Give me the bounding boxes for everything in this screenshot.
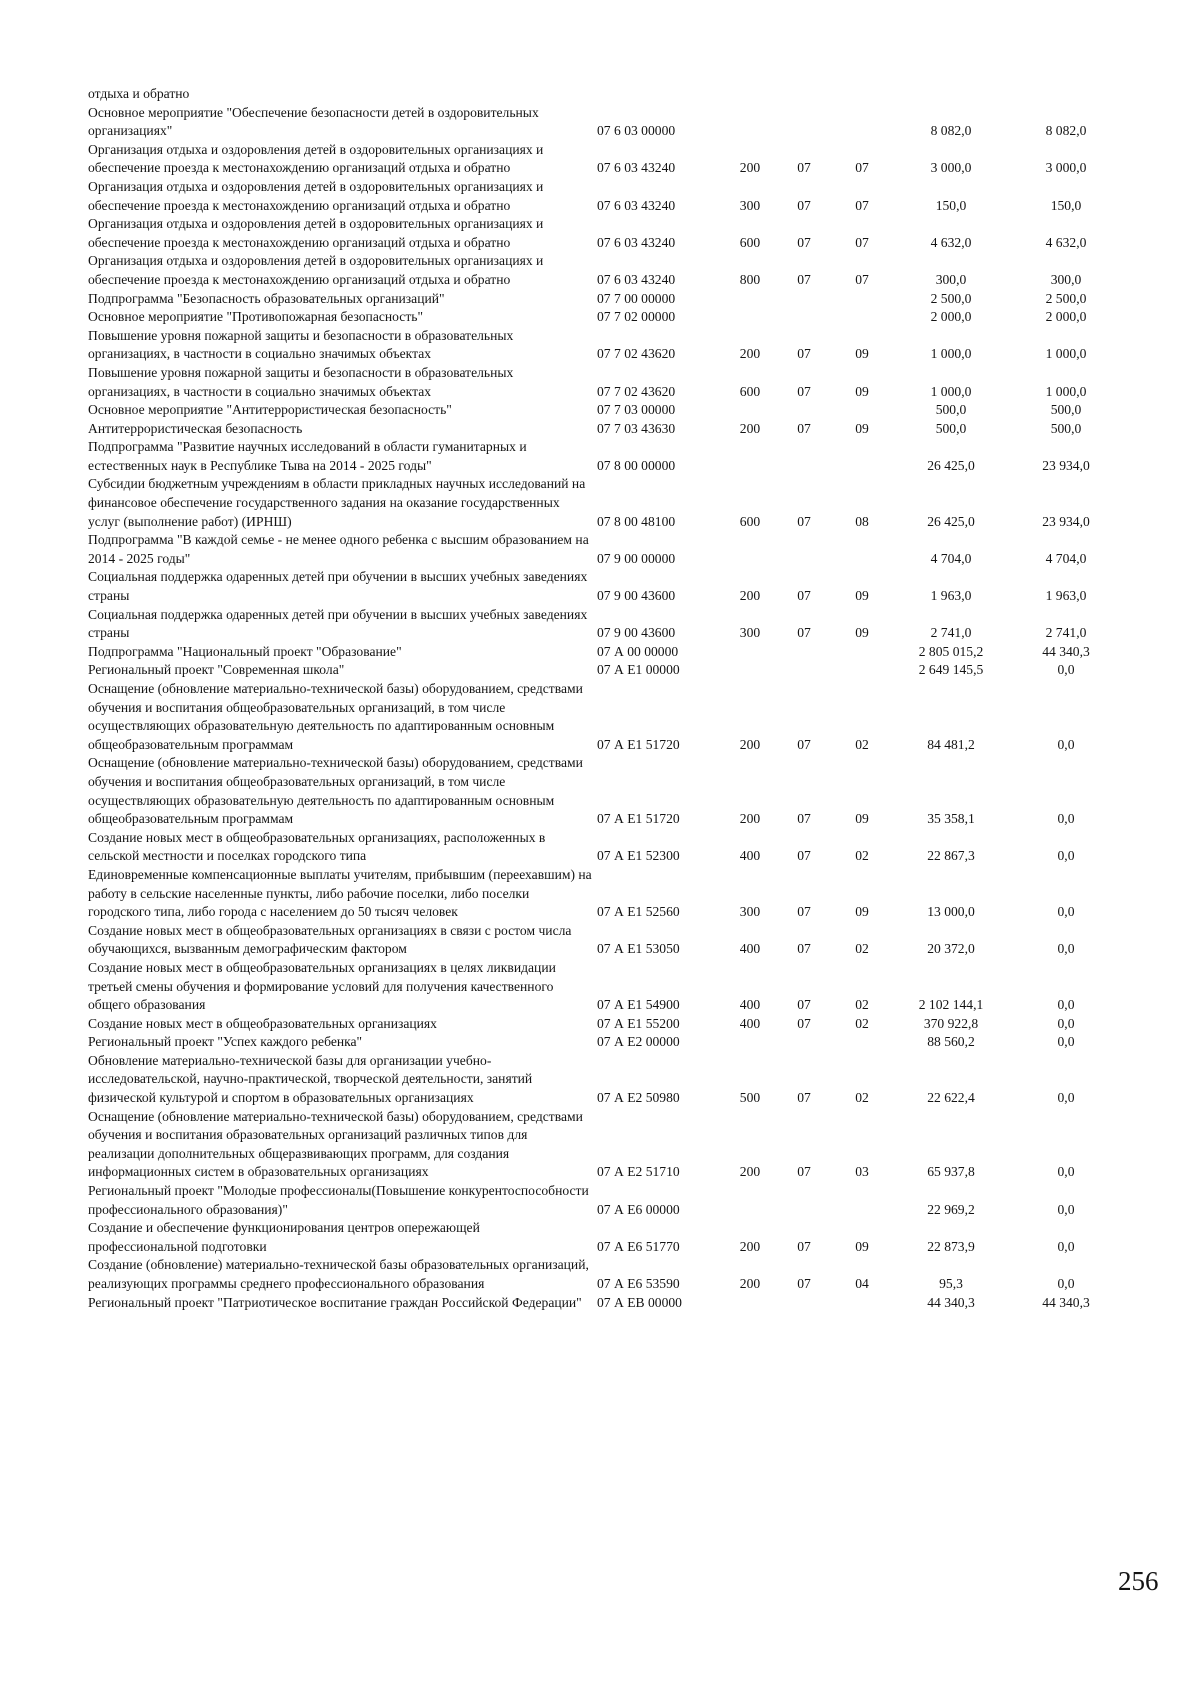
row-name: Повышение уровня пожарной защиты и безопасности в образовательных организациях, в частности в социально значимых объектах — [88, 364, 514, 399]
row-amount-1: 95,3 — [939, 1276, 963, 1291]
row-code: 07 7 03 43630 — [597, 420, 676, 436]
table-row — [88, 754, 1148, 828]
table-row — [88, 104, 1148, 141]
row-expense-type: 400 — [739, 997, 761, 1013]
row-section: 07 — [797, 1276, 811, 1291]
row-expense-type: 300 — [739, 197, 761, 213]
row-amount-1: 22 969,2 — [927, 1201, 975, 1217]
row-code: 07 А Е1 51720 — [597, 811, 680, 827]
row-subsection: 02 — [855, 1015, 869, 1031]
row-name: Создание (обновление) материально-технической базы образовательных организаций, реализующих программы среднего профессионального образования — [88, 1257, 589, 1291]
row-code: 07 6 03 43240 — [597, 234, 676, 250]
row-name: Оснащение (обновление материально-технической базы) оборудованием, средствами обучения и воспитания общеобразовательных организаций, в том числе осуществляющих образовательную деятельность по адаптированным основным общеобразовательным программам — [88, 755, 583, 827]
row-name: Организация отдыха и оздоровления детей в оздоровительных организациях и обеспечение проезда к местонахождению организаций отдыха и обратно — [88, 216, 544, 250]
table-row — [88, 606, 1148, 643]
table-row — [88, 1015, 1148, 1034]
row-code: 07 А Е6 53590 — [597, 1276, 680, 1291]
row-code: 07 А Е1 00000 — [597, 662, 680, 678]
row-amount-1: 2 741,0 — [930, 625, 972, 641]
table-row — [88, 420, 1148, 439]
row-amount-1: 65 937,8 — [927, 1164, 975, 1180]
row-subsection: 09 — [855, 625, 869, 641]
row-section: 07 — [797, 1238, 811, 1254]
table-row — [88, 178, 1148, 215]
row-name: Региональный проект "Патриотическое воспитание граждан Российской Федерации" — [88, 1294, 582, 1310]
row-amount-1: 84 481,2 — [927, 736, 975, 752]
row-section: 07 — [797, 848, 811, 864]
table-row — [88, 141, 1148, 178]
table-row — [88, 327, 1148, 364]
table-row — [88, 401, 1148, 420]
row-section: 07 — [797, 383, 811, 399]
row-section: 07 — [797, 941, 811, 957]
row-amount-1: 2 500,0 — [930, 290, 972, 306]
budget-table — [88, 85, 1148, 1312]
row-subsection: 09 — [855, 420, 869, 436]
row-section: 07 — [797, 513, 811, 529]
row-subsection: 09 — [855, 904, 869, 920]
table-row — [88, 290, 1148, 309]
row-expense-type: 200 — [739, 420, 761, 436]
table-row — [88, 252, 1148, 289]
row-amount-1: 2 000,0 — [930, 309, 972, 325]
row-amount-2: 2 741,0 — [1045, 625, 1087, 641]
row-amount-2: 0,0 — [1057, 1238, 1075, 1254]
row-section: 07 — [797, 160, 811, 176]
row-code: 07 А Е1 51720 — [597, 736, 680, 752]
row-amount-2: 0,0 — [1057, 811, 1075, 827]
row-expense-type: 300 — [739, 625, 761, 641]
row-expense-type: 600 — [739, 513, 761, 529]
row-amount-2: 44 340,3 — [1042, 1294, 1090, 1310]
row-code: 07 А 00 00000 — [597, 643, 679, 659]
table-row — [88, 1294, 1148, 1313]
row-subsection: 02 — [855, 997, 869, 1013]
row-name: Подпрограмма "В каждой семье - не менее одного ребенка с высшим образованием на 2014 - 2025 годы" — [88, 532, 589, 566]
row-amount-1: 300,0 — [935, 271, 967, 287]
row-amount-2: 500,0 — [1050, 420, 1082, 436]
row-code: 07 6 03 43240 — [597, 197, 676, 213]
row-section: 07 — [797, 420, 811, 436]
row-amount-2: 0,0 — [1057, 904, 1075, 920]
row-amount-2: 0,0 — [1057, 662, 1075, 678]
row-section: 07 — [797, 904, 811, 920]
row-section: 07 — [797, 197, 811, 213]
table-row-lead-in — [88, 85, 1148, 104]
row-name: отдыха и обратно — [88, 86, 190, 101]
row-code: 07 А Е2 50980 — [597, 1090, 680, 1106]
row-expense-type: 200 — [739, 736, 761, 752]
row-expense-type: 200 — [739, 811, 761, 827]
table-row — [88, 568, 1148, 605]
row-subsection: 07 — [855, 271, 869, 287]
row-subsection: 07 — [855, 197, 869, 213]
row-section: 07 — [797, 811, 811, 827]
row-name: Антитеррористическая безопасность — [88, 420, 303, 436]
table-row — [88, 829, 1148, 866]
row-amount-2: 0,0 — [1057, 736, 1075, 752]
table-row — [88, 959, 1148, 1015]
row-code: 07 9 00 00000 — [597, 550, 676, 566]
row-amount-1: 22 867,3 — [927, 848, 975, 864]
row-amount-2: 300,0 — [1050, 271, 1082, 287]
row-amount-2: 23 934,0 — [1042, 457, 1090, 473]
row-subsection: 07 — [855, 234, 869, 250]
row-subsection: 08 — [855, 513, 869, 529]
row-expense-type: 600 — [739, 234, 761, 250]
row-amount-1: 8 082,0 — [930, 123, 972, 139]
row-name: Оснащение (обновление материально-технической базы) оборудованием, средствами обучения и воспитания общеобразовательных организаций, в том числе осуществляющих образовательную деятельность по адаптированным основным общеобразовательным программам — [88, 681, 583, 752]
row-expense-type: 400 — [739, 941, 761, 957]
row-code: 07 7 03 00000 — [597, 402, 676, 418]
row-name: Создание новых мест в общеобразовательных организациях в целях ликвидации третьей смены обучения и формирование условий для получения качественного общего образования — [88, 959, 556, 1013]
row-code: 07 6 03 00000 — [597, 123, 676, 139]
table-row — [88, 1052, 1148, 1108]
row-expense-type: 400 — [739, 1015, 761, 1031]
row-code: 07 8 00 48100 — [597, 513, 676, 529]
row-expense-type: 200 — [739, 1164, 761, 1180]
row-amount-2: 4 704,0 — [1045, 550, 1087, 566]
row-amount-1: 500,0 — [935, 420, 967, 436]
row-amount-1: 2 102 144,1 — [918, 997, 984, 1013]
row-section: 07 — [797, 346, 811, 362]
table-row — [88, 680, 1148, 754]
row-name: Подпрограмма "Национальный проект "Образование" — [88, 643, 402, 659]
row-amount-1: 2 649 145,5 — [918, 662, 984, 678]
row-name: Подпрограмма "Безопасность образовательных организаций" — [88, 290, 445, 306]
row-amount-2: 44 340,3 — [1042, 643, 1090, 659]
row-expense-type: 200 — [739, 160, 761, 176]
row-code: 07 А Е1 52300 — [597, 848, 680, 864]
row-section: 07 — [797, 997, 811, 1013]
row-expense-type: 600 — [739, 383, 761, 399]
row-amount-1: 26 425,0 — [927, 513, 975, 529]
row-amount-1: 370 922,8 — [923, 1015, 979, 1031]
row-code: 07 А Е1 52560 — [597, 904, 680, 920]
row-name: Субсидии бюджетным учреждениям в области прикладных научных исследований на финансовое обеспечение государственного задания на оказание государственных услуг (выполнение работ) (ИРНШ) — [88, 476, 586, 529]
row-name: Региональный проект "Современная школа" — [88, 662, 345, 678]
row-code: 07 6 03 43240 — [597, 160, 676, 176]
row-amount-1: 20 372,0 — [927, 941, 975, 957]
row-expense-type: 500 — [739, 1090, 761, 1106]
table-row — [88, 475, 1148, 531]
row-amount-1: 26 425,0 — [927, 457, 975, 473]
row-section: 07 — [797, 271, 811, 287]
row-expense-type: 200 — [739, 588, 761, 604]
row-code: 07 А ЕВ 00000 — [597, 1294, 682, 1310]
row-amount-2: 0,0 — [1057, 1090, 1075, 1106]
row-name: Организация отдыха и оздоровления детей в оздоровительных организациях и обеспечение проезда к местонахождению организаций отдыха и обратно — [88, 141, 544, 176]
row-name: Региональный проект "Успех каждого ребенка" — [88, 1034, 363, 1050]
row-amount-2: 3 000,0 — [1045, 160, 1087, 176]
row-amount-2: 0,0 — [1057, 1201, 1075, 1217]
table-row — [88, 1108, 1148, 1182]
row-section: 07 — [797, 1015, 811, 1031]
row-amount-1: 44 340,3 — [927, 1294, 975, 1310]
table-row — [88, 866, 1148, 922]
table-row — [88, 308, 1148, 327]
table-row — [88, 643, 1148, 662]
row-name: Социальная поддержка одаренных детей при обучении в высших учебных заведениях страны — [88, 606, 588, 641]
row-name: Обновление материально-технической базы для организации учебно-исследовательской, научно-практической, творческой деятельности, занятий физической культурой и спортом в образовательных организациях — [88, 1052, 533, 1106]
row-code: 07 7 02 43620 — [597, 346, 676, 362]
row-amount-1: 1 000,0 — [930, 383, 972, 399]
row-subsection: 02 — [855, 1090, 869, 1106]
row-section: 07 — [797, 736, 811, 752]
row-subsection: 04 — [855, 1276, 869, 1291]
row-subsection: 07 — [855, 160, 869, 176]
row-amount-1: 22 622,4 — [927, 1090, 975, 1106]
table-row — [88, 1033, 1148, 1052]
table-row — [88, 531, 1148, 568]
row-expense-type: 300 — [739, 904, 761, 920]
page-number: 256 — [1118, 1566, 1159, 1596]
row-expense-type: 200 — [739, 1276, 761, 1291]
row-name: Оснащение (обновление материально-технической базы) оборудованием, средствами обучения и воспитания образовательных организаций различных типов для реализации дополнительных общеразвивающих программ, для создания информационных систем в образовательных организациях — [88, 1108, 583, 1180]
row-name: Создание и обеспечение функционирования центров опережающей профессиональной подготовки — [88, 1220, 480, 1254]
row-amount-2: 1 963,0 — [1045, 588, 1087, 604]
row-code: 07 7 02 00000 — [597, 309, 676, 325]
row-code: 07 А Е2 00000 — [597, 1034, 680, 1050]
row-amount-2: 0,0 — [1057, 1034, 1075, 1050]
row-amount-1: 22 873,9 — [927, 1238, 975, 1254]
row-amount-2: 1 000,0 — [1045, 346, 1087, 362]
row-amount-1: 4 704,0 — [930, 550, 972, 566]
table-row — [88, 922, 1148, 959]
row-amount-2: 23 934,0 — [1042, 513, 1090, 529]
row-subsection: 09 — [855, 588, 869, 604]
row-section: 07 — [797, 1164, 811, 1180]
row-section: 07 — [797, 234, 811, 250]
row-code: 07 7 00 00000 — [597, 290, 676, 306]
row-amount-1: 88 560,2 — [927, 1034, 975, 1050]
row-subsection: 09 — [855, 346, 869, 362]
row-name: Региональный проект "Молодые профессионалы(Повышение конкурентоспособности профессионального образования)" — [88, 1183, 589, 1217]
table-row — [88, 438, 1148, 475]
row-code: 07 А Е6 51770 — [597, 1238, 680, 1254]
table-row — [88, 1256, 1148, 1293]
row-expense-type: 400 — [739, 848, 761, 864]
row-subsection: 09 — [855, 811, 869, 827]
row-amount-2: 0,0 — [1057, 1015, 1075, 1031]
row-amount-1: 13 000,0 — [927, 904, 975, 920]
row-amount-1: 4 632,0 — [930, 234, 972, 250]
row-expense-type: 800 — [739, 271, 761, 287]
row-amount-2: 4 632,0 — [1045, 234, 1087, 250]
row-amount-2: 8 082,0 — [1045, 123, 1087, 139]
row-code: 07 9 00 43600 — [597, 625, 676, 641]
row-subsection: 02 — [855, 941, 869, 957]
row-code: 07 8 00 00000 — [597, 457, 676, 473]
row-name: Повышение уровня пожарной защиты и безопасности в образовательных организациях, в частности в социально значимых объектах — [88, 327, 514, 362]
row-amount-2: 2 000,0 — [1045, 309, 1087, 325]
row-code: 07 7 02 43620 — [597, 383, 676, 399]
row-amount-1: 150,0 — [935, 197, 967, 213]
row-amount-2: 0,0 — [1057, 848, 1075, 864]
row-code: 07 А Е1 54900 — [597, 997, 680, 1013]
row-name: Основное мероприятие "Противопожарная безопасность" — [88, 309, 424, 325]
row-amount-2: 150,0 — [1050, 197, 1082, 213]
row-amount-1: 35 358,1 — [927, 811, 975, 827]
row-code: 07 А Е2 51710 — [597, 1164, 680, 1180]
table-row — [88, 1219, 1148, 1256]
row-subsection: 02 — [855, 848, 869, 864]
row-subsection: 02 — [855, 736, 869, 752]
row-amount-2: 0,0 — [1057, 1164, 1075, 1180]
row-code: 07 А Е6 00000 — [597, 1201, 680, 1217]
row-amount-1: 1 000,0 — [930, 346, 972, 362]
row-expense-type: 200 — [739, 346, 761, 362]
row-amount-1: 1 963,0 — [930, 588, 972, 604]
row-section: 07 — [797, 1090, 811, 1106]
row-name: Создание новых мест в общеобразовательных организациях, расположенных в сельской местности и поселках городского типа — [88, 829, 546, 864]
row-amount-2: 0,0 — [1057, 1276, 1075, 1291]
row-amount-1: 3 000,0 — [930, 160, 972, 176]
row-amount-2: 0,0 — [1057, 997, 1075, 1013]
row-section: 07 — [797, 625, 811, 641]
row-amount-2: 500,0 — [1050, 402, 1082, 418]
table-row — [88, 364, 1148, 401]
row-name: Организация отдыха и оздоровления детей в оздоровительных организациях и обеспечение проезда к местонахождению организаций отдыха и обратно — [88, 253, 544, 287]
row-amount-1: 2 805 015,2 — [918, 643, 984, 659]
row-name: Создание новых мест в общеобразовательных организациях — [88, 1015, 437, 1031]
row-section: 07 — [797, 588, 811, 604]
row-name: Создание новых мест в общеобразовательных организациях в связи с ростом числа обучающихся, вызванным демографическим фактором — [88, 922, 572, 957]
row-code: 07 А Е1 53050 — [597, 941, 680, 957]
table-rows — [88, 104, 1148, 1313]
row-amount-2: 2 500,0 — [1045, 290, 1087, 306]
table-row — [88, 1182, 1148, 1219]
row-subsection: 09 — [855, 383, 869, 399]
table-row — [88, 661, 1148, 680]
table-row — [88, 215, 1148, 252]
row-name: Основное мероприятие "Антитеррористическая безопасность" — [88, 402, 452, 418]
row-code: 07 А Е1 55200 — [597, 1015, 680, 1031]
row-subsection: 09 — [855, 1238, 869, 1254]
row-code: 07 9 00 43600 — [597, 588, 676, 604]
row-name: Единовременные компенсационные выплаты учителям, прибывшим (переехавшим) на работу в сельские населенные пункты, либо рабочие поселки, либо поселки городского типа, либо города с населением до 50 тысяч человек — [88, 866, 592, 920]
row-name: Социальная поддержка одаренных детей при обучении в высших учебных заведениях страны — [88, 569, 588, 604]
row-amount-2: 1 000,0 — [1045, 383, 1087, 399]
row-name: Организация отдыха и оздоровления детей в оздоровительных организациях и обеспечение проезда к местонахождению организаций отдыха и обратно — [88, 178, 544, 213]
row-subsection: 03 — [855, 1164, 869, 1180]
row-name: Подпрограмма "Развитие научных исследований в области гуманитарных и естественных наук в Республике Тыва на 2014 - 2025 годы" — [88, 439, 527, 473]
row-code: 07 6 03 43240 — [597, 271, 676, 287]
row-name: Основное мероприятие "Обеспечение безопасности детей в оздоровительных организациях" — [88, 104, 539, 139]
row-amount-1: 500,0 — [935, 402, 967, 418]
row-amount-2: 0,0 — [1057, 941, 1075, 957]
row-expense-type: 200 — [739, 1238, 761, 1254]
